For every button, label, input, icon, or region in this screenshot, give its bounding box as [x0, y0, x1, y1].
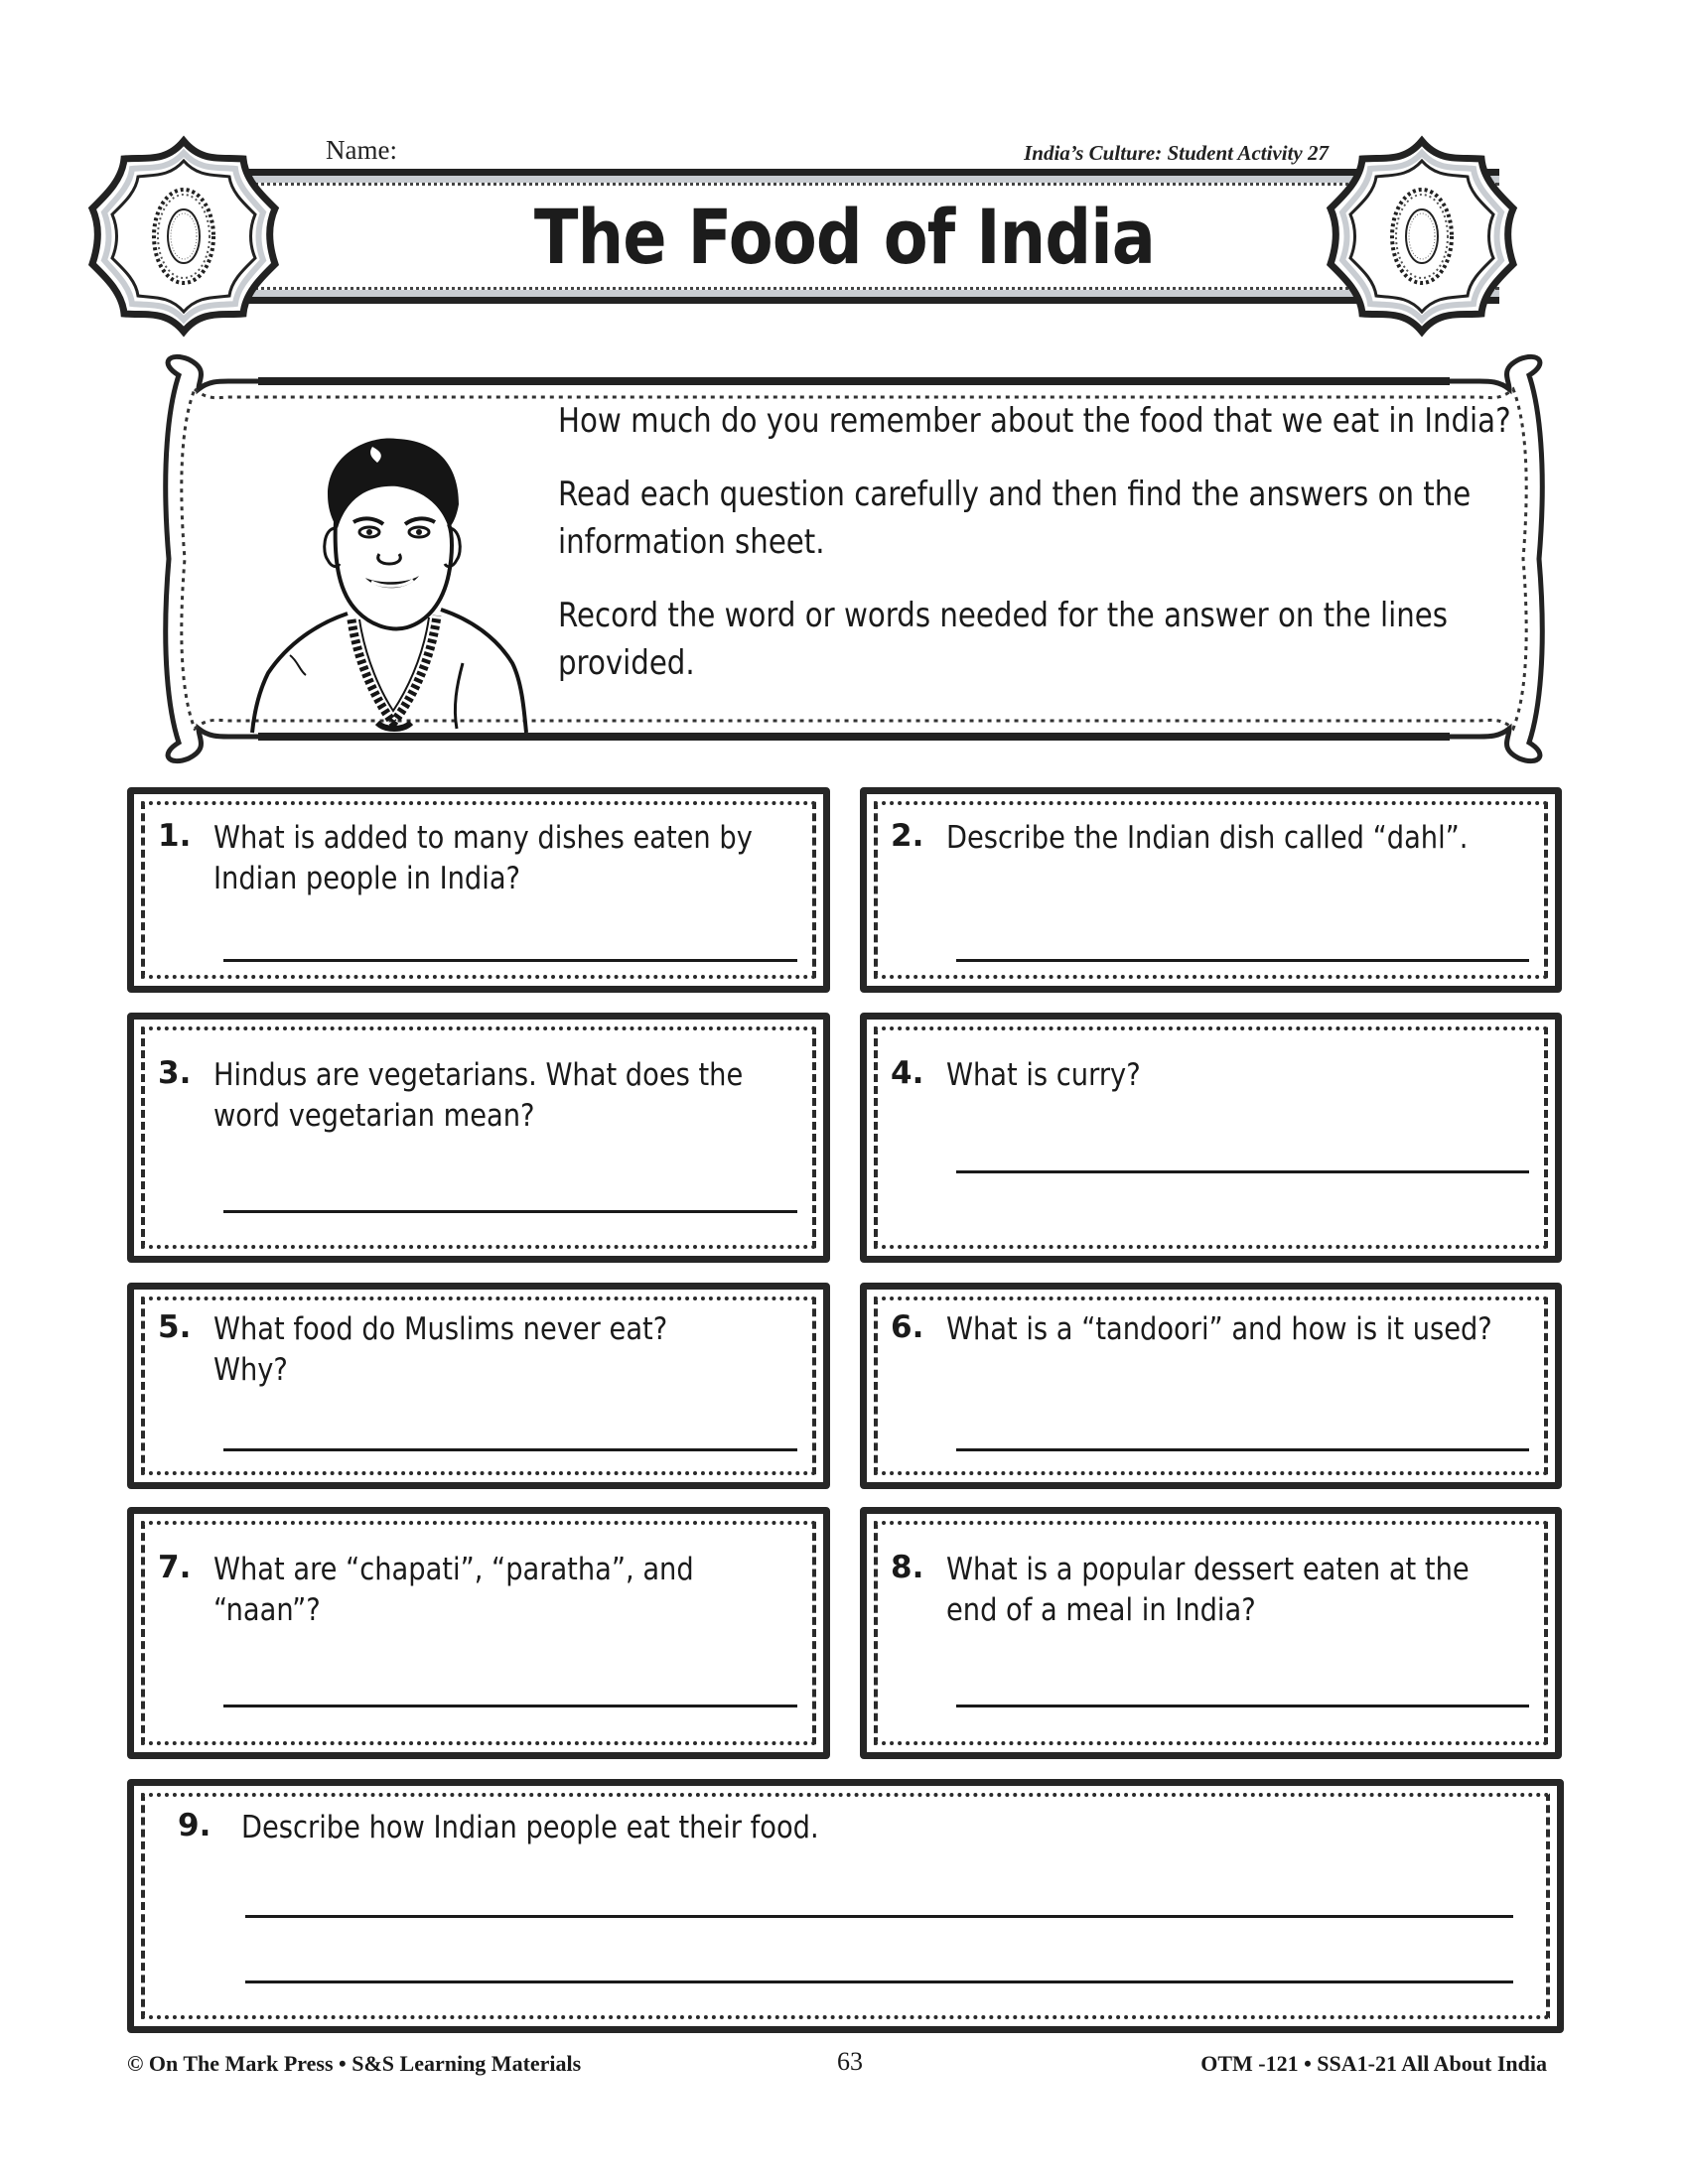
question-number: 3.: [158, 1055, 192, 1091]
question-number: 4.: [891, 1055, 924, 1091]
question-box-3: [127, 1013, 830, 1263]
question-number: 2.: [891, 818, 924, 854]
name-label: Name:: [326, 135, 397, 165]
question-number: 8.: [891, 1550, 924, 1585]
question-text: What is added to many dishes eaten by Indian people in India?: [213, 820, 753, 896]
copyright-notice: © On The Mark Press • S&S Learning Materials: [127, 2051, 582, 2076]
question-box-2: [860, 787, 1562, 993]
answer-line-2[interactable]: [245, 1980, 1513, 1983]
answer-line-1[interactable]: [245, 1915, 1513, 1918]
question-number: 5.: [158, 1309, 192, 1345]
answer-line[interactable]: [223, 1705, 797, 1707]
page-number: 63: [837, 2047, 863, 2076]
answer-line[interactable]: [956, 959, 1529, 962]
product-code: OTM -121 • SSA1-21 All About India: [1200, 2051, 1547, 2076]
question-number: 1.: [158, 818, 192, 854]
answer-line[interactable]: [956, 1448, 1529, 1451]
question-text: What food do Muslims never eat? Why?: [213, 1311, 668, 1388]
question-box-1: [127, 787, 830, 993]
question-text: Hindus are vegetarians. What does the word vegetarian mean?: [213, 1057, 744, 1134]
answer-line[interactable]: [223, 959, 797, 962]
question-box-6: [860, 1283, 1562, 1489]
question-text: What is a “tandoori” and how is it used?: [946, 1311, 1492, 1347]
question-box-7: [127, 1507, 830, 1759]
title-banner: [189, 169, 1499, 304]
activity-label: India’s Culture: Student Activity 27: [1024, 141, 1329, 165]
question-box-8: [860, 1507, 1562, 1759]
instruction-paragraph: Record the word or words needed for the answer on the lines provided.: [558, 596, 1448, 683]
question-number: 7.: [158, 1550, 192, 1585]
instruction-paragraph: Read each question carefully and then find the answers on the information sheet.: [558, 475, 1472, 562]
question-number: 9.: [178, 1808, 211, 1843]
page-title: The Food of India: [533, 192, 1155, 281]
answer-line[interactable]: [223, 1210, 797, 1213]
instructions-panel: [149, 345, 1559, 772]
question-text: What are “chapati”, “paratha”, and “naan”?: [213, 1552, 694, 1628]
instruction-paragraph: How much do you remember about the food that we eat in India?: [558, 401, 1511, 441]
instructions-text: [558, 397, 1511, 713]
question-text: What is a popular dessert eaten at the end of a meal in India?: [946, 1552, 1470, 1628]
answer-line[interactable]: [956, 1705, 1529, 1707]
question-text: Describe how Indian people eat their food.: [241, 1810, 819, 1845]
question-box-5: [127, 1283, 830, 1489]
lotus-medallion-icon: [79, 129, 288, 343]
answer-line[interactable]: [956, 1170, 1529, 1173]
question-text: Describe the Indian dish called “dahl”.: [946, 820, 1469, 856]
lotus-medallion-icon: [1318, 129, 1526, 343]
question-number: 6.: [891, 1309, 924, 1345]
question-box-9: [127, 1779, 1564, 2033]
question-text: What is curry?: [946, 1057, 1141, 1093]
answer-line[interactable]: [223, 1448, 797, 1451]
boy-portrait-illustration: [228, 425, 566, 743]
question-box-4: [860, 1013, 1562, 1263]
